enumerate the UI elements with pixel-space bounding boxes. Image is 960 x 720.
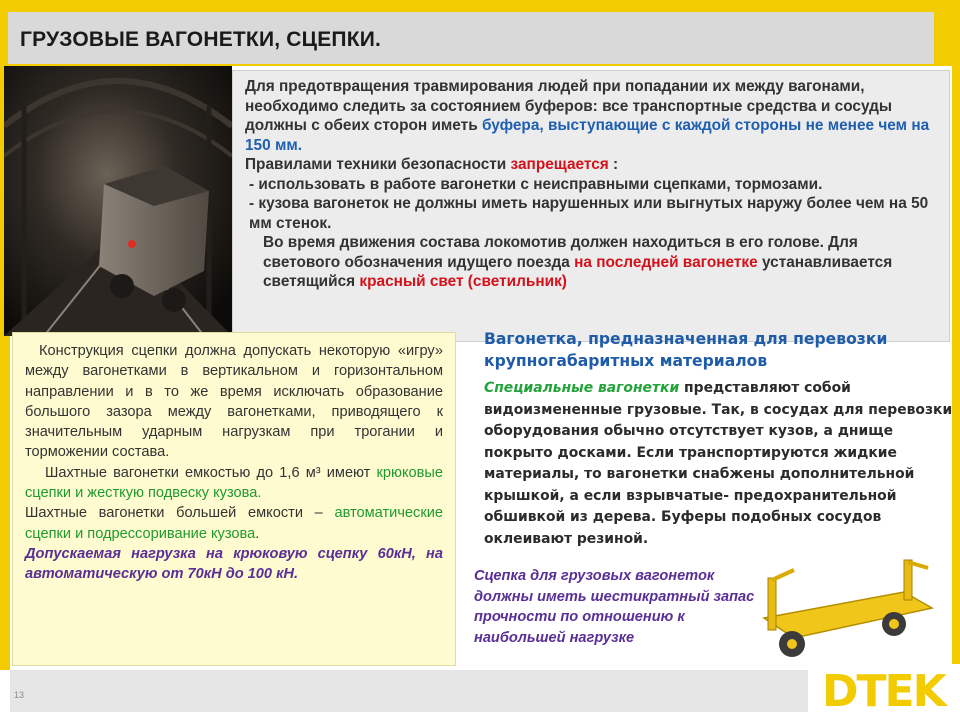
list-item: - кузова вагонеток не должны иметь нарушенных или выгнутых наружу более чем на 50 мм стенок. bbox=[249, 195, 929, 232]
coupling-paragraph: Конструкция сцепки должна допускать некоторую «игру» между вагонетками в вертикальном и горизонтальном направлении и в то же время исключать образование большого зазора между вагонетками, приводящего к значительным ударным нагрузкам при трогании и торможении состава. bbox=[25, 343, 443, 461]
text-span: Шахтные вагонетки большей емкости – bbox=[25, 505, 335, 522]
text-span: Правилами техники безопасности bbox=[245, 156, 511, 173]
special-carts-body bbox=[484, 378, 954, 550]
paragraph-prohibited bbox=[245, 155, 939, 175]
text-span: представляют собой видоизмененные грузовые. Так, в сосудах для перевозки оборудования обычно отсутствует кузов, а днище покрыто досками. Если транспортируются жидкие материалы, то вагонетки снабжены дополнительной крышкой, а если взрывчатые- предохранительной обшивкой из дерева. Буферы подобных сосудов оклеивают резиной. bbox=[484, 380, 953, 547]
special-carts-lead: Специальные вагонетки bbox=[484, 380, 680, 396]
highlight-last-cart: на последней вагонетке bbox=[574, 253, 758, 271]
text-span: Для предотвращения травмирования людей при попадании их между вагонами, необходимо следить за состоянием буферов: все транспортные средства и сосуды должны с обеих сторон иметь bbox=[245, 78, 893, 134]
coupling-caption: Сцепка для грузовых вагонеток должны иметь шестикратный запас прочности по отношению к наибольшей нагрузке bbox=[474, 568, 755, 646]
paragraph-locomotive bbox=[245, 233, 939, 292]
highlight-prohibited: запрещается bbox=[510, 156, 609, 173]
slide-number: 13 bbox=[14, 690, 25, 700]
coupling-paragraph bbox=[25, 503, 443, 544]
highlight-buffers: буфера, выступающие с каждой стороны не менее чем на 150 мм. bbox=[245, 117, 930, 154]
load-limit-text: Допускаемая нагрузка на крюковую сцепку 60кН, на автоматическую от 70кН до 100 кН. bbox=[25, 545, 443, 583]
list-item: - использовать в работе вагонетки с неисправными сцепками, тормозами. bbox=[249, 175, 823, 193]
buffer-rules-text bbox=[232, 70, 950, 342]
paragraph-buffers bbox=[245, 77, 939, 155]
text-span: . bbox=[255, 525, 260, 542]
text-span: Шахтные вагонетки емкостью до 1,6 м³ имеют bbox=[45, 464, 377, 481]
coupling-paragraph bbox=[25, 463, 443, 504]
title-bar bbox=[8, 12, 938, 64]
coupling-note-box bbox=[12, 332, 456, 666]
special-carts-heading: Вагонетка, предназначенная для перевозки крупногабаритных материалов bbox=[484, 330, 888, 370]
highlight-red-light: красный свет (светильник) bbox=[359, 273, 567, 290]
slide-title: ГРУЗОВЫЕ ВАГОНЕТКИ, СЦЕПКИ. bbox=[20, 28, 382, 51]
text-span: Во время движения состава локомотив должен находиться в его голове. Для светового обозначения идущего поезда bbox=[263, 234, 858, 271]
flatbed-cart-image bbox=[754, 548, 940, 668]
special-carts-section bbox=[484, 328, 954, 550]
text-span: устанавливается светящийся bbox=[263, 253, 893, 290]
highlight-auto-coupling: автоматические сцепки и подрессоривание кузова bbox=[25, 505, 443, 542]
text-span: : bbox=[608, 156, 619, 173]
mine-cart-photo bbox=[4, 66, 232, 336]
highlight-hook-coupling: крюковые сцепки и жесткую подвеску кузова. bbox=[25, 464, 443, 502]
logo-text: DTEK bbox=[822, 666, 945, 717]
bottom-bar bbox=[10, 670, 808, 712]
dtek-logo bbox=[814, 664, 960, 720]
